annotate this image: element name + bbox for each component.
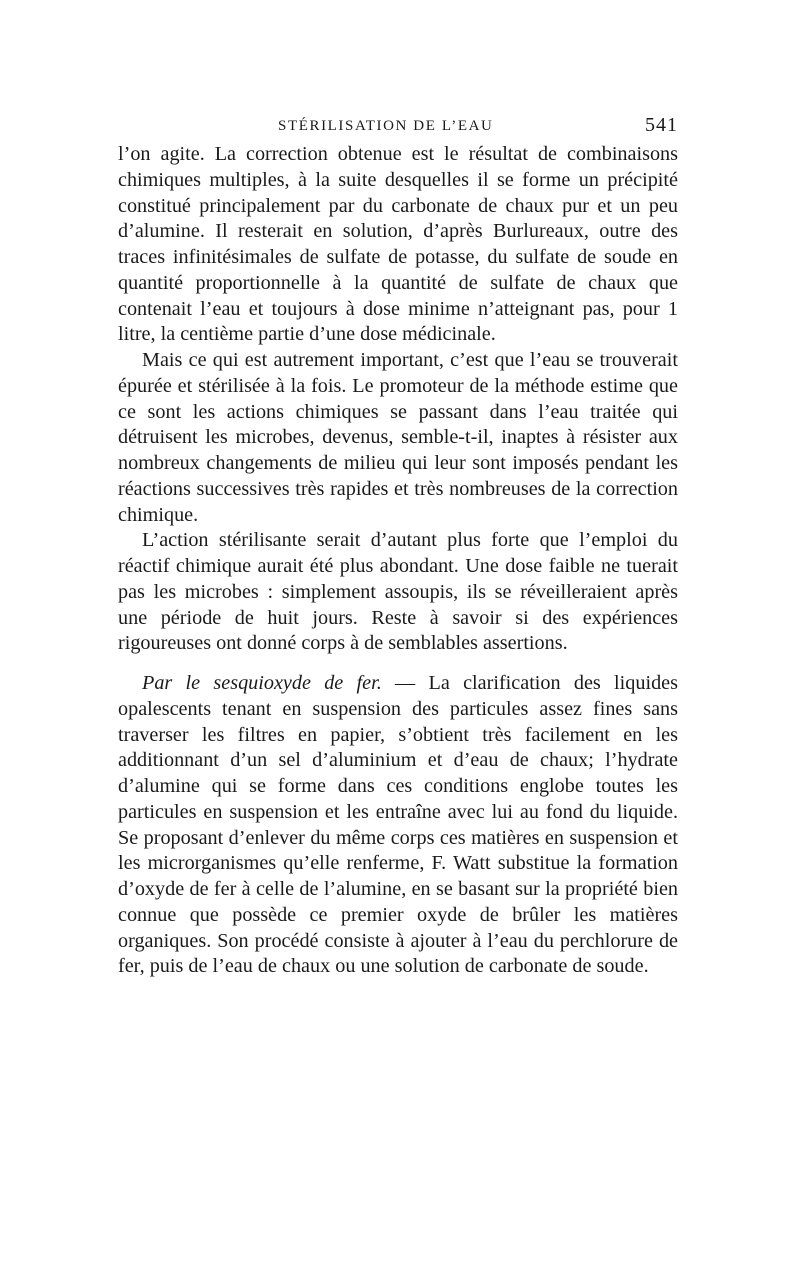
section-lead-in: Par le sesquioxyde de fer. bbox=[142, 672, 382, 694]
running-header bbox=[118, 108, 678, 142]
paragraph-text: l’on agite. La correction obtenue est le résultat de combinaisons chimiques multiples, à la suite desquelles il se forme un précipité constitué principalement par du carbonate de chaux pur et un peu d’alumine. Il resterait en solution, d’après Burlureaux, outre des traces infinitésimales de sulfate de potasse, du sulfate de soude en quantité proportionnelle à la quantité de sulfate de chaux que contenait l’eau et toujours à dose minime n’atteignant pas, pour 1 litre, la centième partie d’une dose médicinale. bbox=[118, 143, 678, 346]
running-title: STÉRILISATION DE L’EAU bbox=[278, 118, 494, 134]
paragraph bbox=[118, 528, 678, 657]
paragraph-text: — La clarification des liquides opalescents tenant en suspension des particules assez fines sans traverser les filtres en papier, s’obtient très facilement en les additionnant d’un sel d’aluminium et d’eau de chaux; l’hydrate d’alumine qui se forme dans ces conditions englobe toutes les particules en suspension et les entraîne avec lui au fond du liquide. Se proposant d’enlever du même corps ces matières en suspension et les microrganismes qu’elle renferme, F. Watt substitue la formation d’oxyde de fer à celle de l’alumine, en se basant sur la propriété bien connue que possède ce premier oxyde de brûler les matières organiques. Son procédé consiste à ajouter à l’eau du perchlorure de fer, puis de l’eau de chaux ou une solution de carbonate de soude. bbox=[118, 672, 678, 978]
body-text bbox=[118, 142, 678, 980]
paragraph-text: Mais ce qui est autrement important, c’est que l’eau se trouverait épurée et stérilisée à la fois. Le promoteur de la méthode estime que ce sont les actions chimiques se passant dans l’eau traitée qui détruisent les microbes, devenus, semble-t-il, inaptes à résister aux nombreux changements de milieu qui leur sont imposés pendant les réactions successives très rapides et très nombreuses de la correction chimique. bbox=[118, 349, 678, 526]
page-number: 541 bbox=[645, 114, 678, 136]
paragraph-continuation bbox=[118, 142, 678, 348]
paragraph-text: L’action stérilisante serait d’autant plus forte que l’emploi du réactif chimique aurait été plus abondant. Une dose faible ne tuerait pas les microbes : simplement assoupis, ils se réveilleraient après une période de huit jours. Reste à savoir si des expériences rigoureuses ont donné corps à de semblables assertions. bbox=[118, 529, 678, 655]
paragraph-section-sesquioxyde bbox=[118, 671, 678, 980]
paragraph bbox=[118, 348, 678, 528]
book-page bbox=[118, 108, 678, 980]
